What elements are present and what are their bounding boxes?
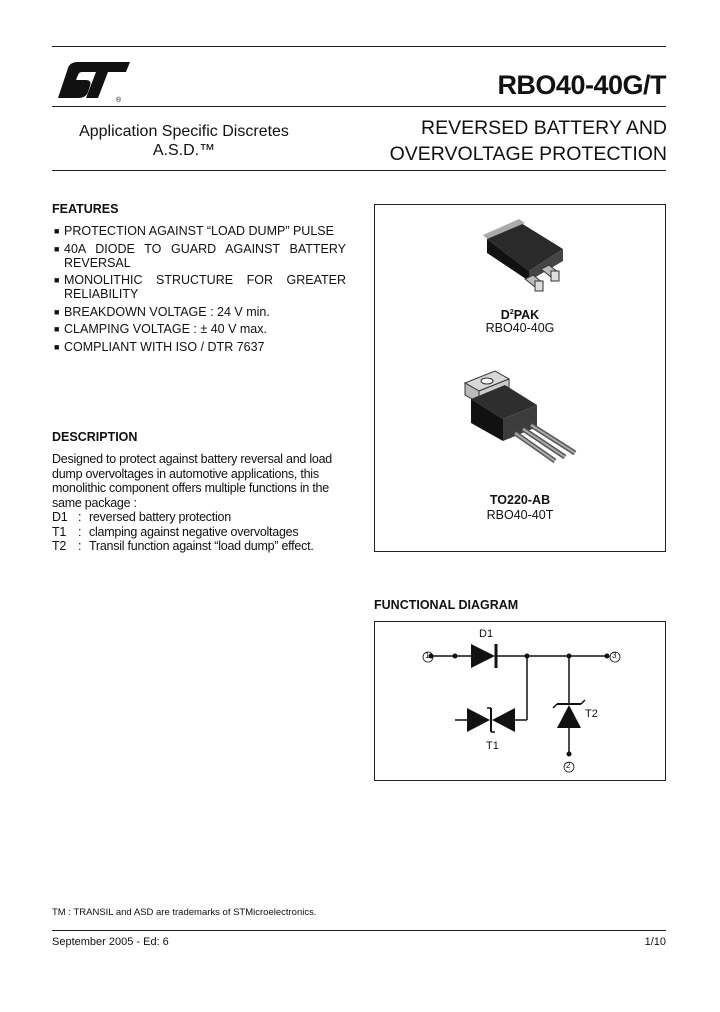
title-rule: [52, 170, 666, 171]
svg-text:®: ®: [116, 97, 122, 104]
package-name: RBO40-40G: [485, 321, 555, 335]
diode-d1-symbol: [471, 644, 496, 668]
feature-item: ■ CLAMPING VOLTAGE : ± 40 V max.: [54, 322, 267, 336]
bullet-icon: ■: [54, 226, 60, 236]
package-name: RBO40-40T: [486, 508, 554, 522]
t1-label: T1: [486, 740, 499, 752]
function-row: T2 : Transil function against “load dump” effect.: [52, 539, 314, 553]
feature-item: ■ COMPLIANT WITH ISO / DTR 7637: [54, 339, 265, 354]
document-title: [337, 115, 667, 167]
description-paragraph: Designed to protect against battery reversal and load dump overvoltages in automotive applications, this monolithic component offers multiple functions in the same package :: [52, 452, 332, 510]
function-list: [52, 510, 314, 554]
st-logo: [52, 54, 132, 104]
pin3-label: 3: [612, 651, 617, 660]
document-title-line2: OVERVOLTAGE PROTECTION: [389, 143, 667, 165]
top-rule: [52, 46, 666, 47]
product-family-line1: Application Specific Discretes: [79, 123, 289, 140]
trademark-note: TM : TRANSIL and ASD are trademarks of STMicroelectronics.: [52, 907, 317, 918]
feature-item: ■ MONOLITHIC STRUCTURE FOR GREATER RELIABILITY: [54, 273, 346, 301]
functional-diagram: [375, 622, 665, 780]
package-box: [374, 204, 666, 552]
product-family: [52, 122, 316, 160]
part-number: RBO40-40G/T: [497, 70, 666, 100]
pin2-label: 2: [566, 761, 571, 770]
page-number: 1/10: [644, 936, 666, 948]
package-label: TO220-AB: [489, 493, 551, 507]
features-list: [52, 224, 346, 357]
d1-label: D1: [479, 628, 494, 640]
package-label: $D^2PAK$: [500, 308, 540, 323]
to220-package-image: [445, 369, 585, 479]
d2pak-package-image: [473, 219, 569, 295]
feature-item: ■ 40A DIODE TO GUARD AGAINST BATTERY REVERSAL: [54, 241, 346, 270]
features-heading: FEATURES: [52, 202, 119, 216]
bullet-icon: ■: [54, 306, 60, 317]
header-rule: [52, 106, 666, 107]
feature-item: ■ BREAKDOWN VOLTAGE : 24 V min.: [54, 304, 270, 319]
bullet-icon: ■: [54, 275, 60, 285]
function-row: D1 : reversed battery protection: [52, 510, 231, 524]
footer-date: September 2005 - Ed: 6: [52, 936, 169, 948]
t2-label: T2: [585, 708, 598, 720]
document-title-line1: REVERSED BATTERY AND: [421, 117, 667, 139]
functional-diagram-box: [374, 621, 666, 781]
functional-diagram-heading: FUNCTIONAL DIAGRAM: [374, 598, 519, 612]
transil-t1-symbol: [467, 708, 515, 732]
bullet-icon: ■: [54, 324, 60, 334]
bullet-icon: ■: [54, 341, 60, 352]
description-heading: DESCRIPTION: [52, 430, 138, 444]
footer-rule: [52, 930, 666, 931]
product-family-line2: A.S.D.™: [152, 142, 216, 159]
function-row: T1 : clamping against negative overvoltages: [52, 524, 299, 539]
feature-item: ■ PROTECTION AGAINST “LOAD DUMP” PULSE: [54, 224, 334, 238]
pin1-label: 1: [425, 651, 430, 660]
bullet-icon: ■: [54, 243, 60, 254]
transil-t2-symbol: [553, 700, 585, 728]
